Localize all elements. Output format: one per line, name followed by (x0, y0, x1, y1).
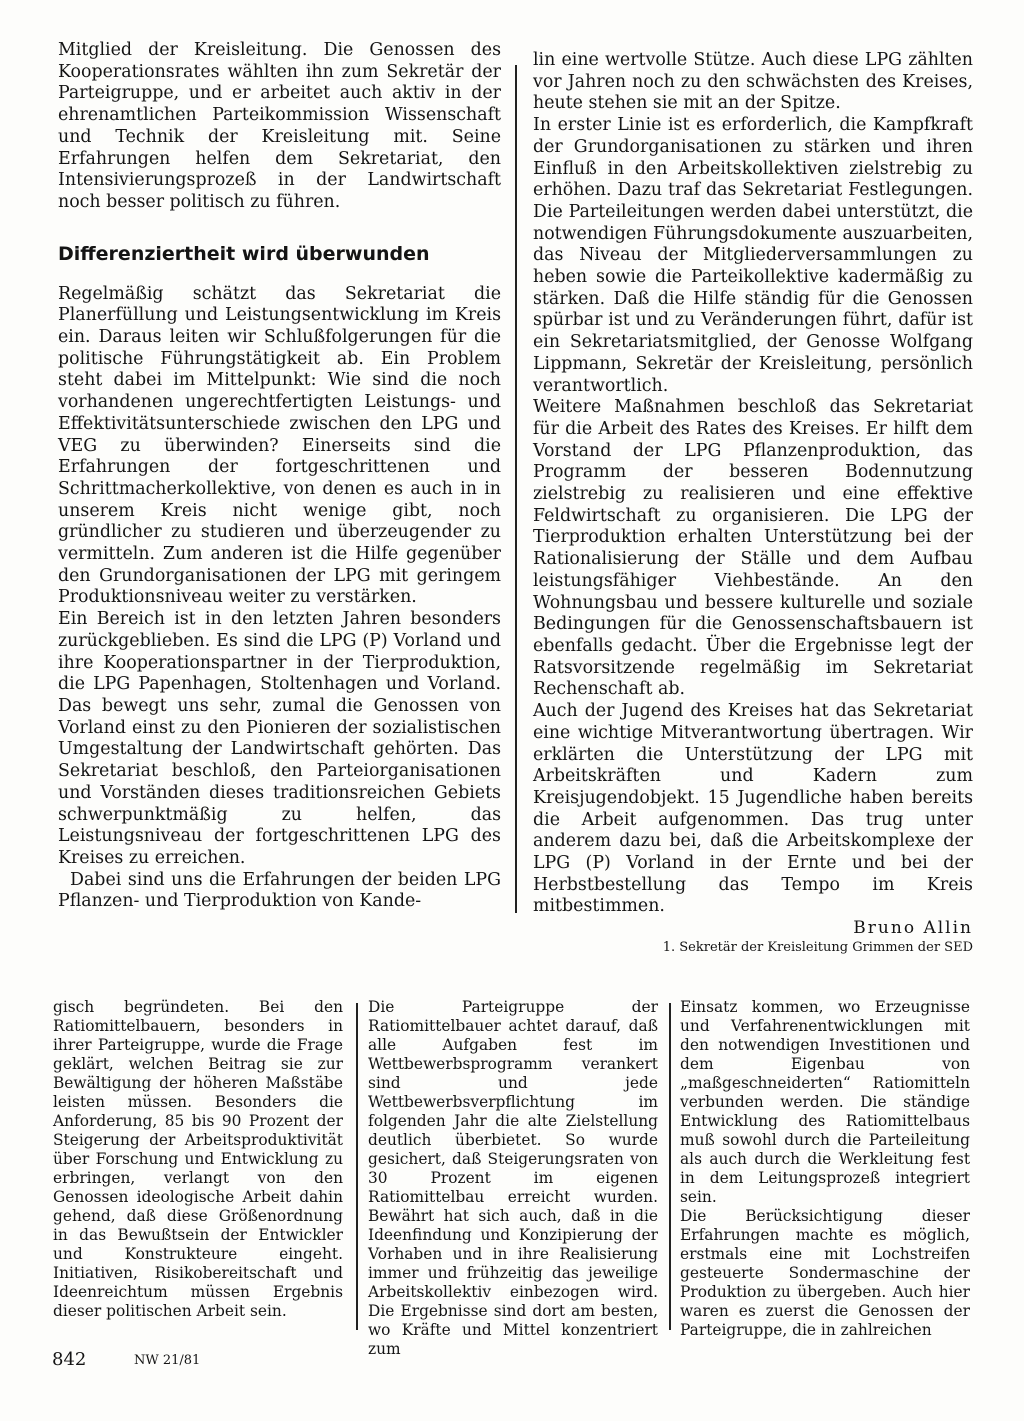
column-divider (515, 65, 517, 913)
column-divider (356, 1003, 358, 1330)
author-role: 1. Sekretär der Kreisleitung Grimmen der SED (662, 940, 973, 956)
author-name: Bruno Allin (853, 918, 973, 939)
continuation-column-2 (368, 998, 658, 1359)
continuation-column-1 (53, 998, 343, 1321)
body-paragraph: In erster Linie ist es erforderlich, die Kampfkraft der Grundorganisationen zu stärken und ihren Einfluß in den Arbeitskollektiven zielstrebig zu erhöhen. Dazu traf das Sekretariat Festlegungen. Die Parteileitungen werden dabei unterstützt, die notwendigen Führungsdokumente auszuarbeiten, das Niveau der Mitgliederversammlungen zu heben sowie die Parteikollektive kadermäßig zu stärken. Daß die Hilfe ständig für die Genossen spürbar ist und zu Veränderungen führt, dafür ist ein Sekretariatsmitglied, der Genosse Wolfgang Lippmann, Sekretär der Kreisleitung, persönlich verantwortlich. (533, 115, 973, 396)
body-paragraph: lin eine wertvolle Stütze. Auch diese LPG zählten vor Jahren noch zu den schwächsten des Kreises, heute stehen sie mit an der Spitze. (533, 50, 973, 114)
article-column-left (58, 40, 501, 913)
section-heading: Differenziertheit wird überwunden (58, 242, 430, 265)
column-divider (669, 1003, 671, 1330)
body-paragraph: Regelmäßig schätzt das Sekretariat die Planerfüllung und Leistungsentwicklung im Kreis ein. Daraus leiten wir Schlußfolgerungen für die politische Führungstätigkeit ab. Ein Problem steht dabei im Mittelpunkt: Wie sind die noch vorhandenen ungerechtfertigten Leistungs- und Effektivitätsunterschiede zwischen den LPG und VEG zu überwinden? Einerseits sind die Erfahrungen der fortgeschrittenen und Schrittmacherkollektive, von denen es auch in in unserem Kreis nicht wenige gibt, noch gründlicher zu studieren und überzeugender zu vermitteln. Zum anderen ist die Hilfe gegenüber den Grundorganisationen der LPG mit geringem Produktionsniveau weiter zu verstärken. (58, 283, 501, 608)
continuation-column-3 (680, 998, 970, 1340)
intro-paragraph: Mitglied der Kreisleitung. Die Genossen des Kooperationsrates wählten ihn zum Sekretär der Parteigruppe, und er arbeitet auch aktiv in der ehrenamtlichen Parteikommission Wissenschaft und Technik der Kreisleitung mit. Seine Erfahrungen helfen dem Sekretariat, den Intensivierungsprozeß in der Landwirtschaft noch besser politisch zu führen. (58, 40, 501, 212)
article-column-right (533, 50, 973, 957)
page-number: 842 (52, 1349, 87, 1370)
issue-reference: NW 21/81 (134, 1353, 201, 1368)
body-paragraph: Einsatz kommen, wo Erzeugnisse und Verfahrenentwicklungen mit den notwendigen Investitionen und dem Eigenbau von „maßgeschneiderten“ Ratiomitteln verbunden werden. Die ständige Entwicklung des Ratiomittelbaus muß sowohl durch die Parteileitung als auch durch die Werkleitung fest in dem Leitungsprozeß integriert sein. (680, 998, 970, 1206)
body-paragraph: gisch begründeten. Bei den Ratiomittelbauern, besonders in ihrer Parteigruppe, wurde die Frage geklärt, welchen Beitrag sie zur Bewältigung der höheren Maßstäbe leisten müssen. Besonders die Anforderung, 85 bis 90 Prozent der Steigerung der Arbeitsproduktivität über Forschung und Entwicklung zu erbringen, verlangt von den Genossen ideologische Arbeit dahin gehend, daß diese Größenordnung in das Bewußtsein der Entwickler und Konstrukteure eingeht. Initiativen, Risikobereitschaft und Ideenreichtum müssen Ergebnis dieser politischen Arbeit sein. (53, 998, 343, 1320)
body-paragraph: Weitere Maßnahmen beschloß das Sekretariat für die Arbeit des Rates des Kreises. Er hilft dem Vorstand der LPG Pflanzenproduktion, das Programm der besseren Bodennutzung zielstrebig zu realisieren und eine effektive Feldwirtschaft zu organisieren. Die LPG der Tierproduktion erhalten Unterstützung bei der Rationalisierung der Ställe und dem Aufbau leistungsfähiger Viehbestände. An den Wohnungsbau und bessere kulturelle und soziale Bedingungen für die Genossenschaftsbauern ist ebenfalls gedacht. Über die Ergebnisse legt der Ratsvorsitzende regelmäßig im Sekretariat Rechenschaft ab. (533, 397, 973, 700)
body-paragraph: Die Parteigruppe der Ratiomittelbauer achtet darauf, daß alle Aufgaben fest im Wettbewerbsprogramm verankert sind und jede Wettbewerbsverpflichtung im folgenden Jahr die alte Zielstellung deutlich überbietet. So wurde gesichert, daß Steigerungsraten von 30 Prozent im eigenen Ratiomittelbau erreicht wurden. Bewährt hat sich auch, daß in die Ideenfindung und Konzipierung der Vorhaben und in ihre Realisierung immer und frühzeitig das jeweilige Arbeitskollektiv einbezogen wird. Die Ergebnisse sind dort am besten, wo Kräfte und Mittel konzentriert zum (368, 998, 658, 1358)
body-paragraph: Ein Bereich ist in den letzten Jahren besonders zurückgeblieben. Es sind die LPG (P) Vorland und ihre Kooperationspartner in der Tierproduktion, die LPG Papenhagen, Stoltenhagen und Vorland. Das bewegt uns sehr, zumal die Genossen von Vorland einst zu den Pionieren der sozialistischen Umgestaltung der Landwirtschaft gehörten. Das Sekretariat beschloß, den Parteiorganisationen und Vorständen dieses traditionsreichen Gebiets schwerpunktmäßig zu helfen, das Leistungsniveau der fortgeschrittenen LPG des Kreises zu erreichen. (58, 609, 501, 868)
author-signature (533, 918, 973, 957)
body-paragraph: Dabei sind uns die Erfahrungen der beiden LPG Pflanzen- und Tierproduktion von Kande- (58, 869, 501, 912)
body-paragraph: Die Berücksichtigung dieser Erfahrungen machte es möglich, erstmals eine mit Lochstreifen gesteuerte Sondermaschine der Produktion zu übergeben. Auch hier waren es zuerst die Genossen der Parteigruppe, die in zahlreichen (680, 1207, 970, 1339)
body-paragraph: Auch der Jugend des Kreises hat das Sekretariat eine wichtige Mitverantwortung übertragen. Wir erklärten die Unterstützung der LPG mit Arbeitskräften und Kadern zum Kreisjugendobjekt. 15 Jugendliche haben bereits die Arbeit aufgenommen. Das trug unter anderem dazu bei, daß die Arbeitskomplexe der LPG (P) Vorland in der Ernte und bei der Herbstbestellung das Tempo im Kreis mitbestimmen. (533, 701, 973, 917)
